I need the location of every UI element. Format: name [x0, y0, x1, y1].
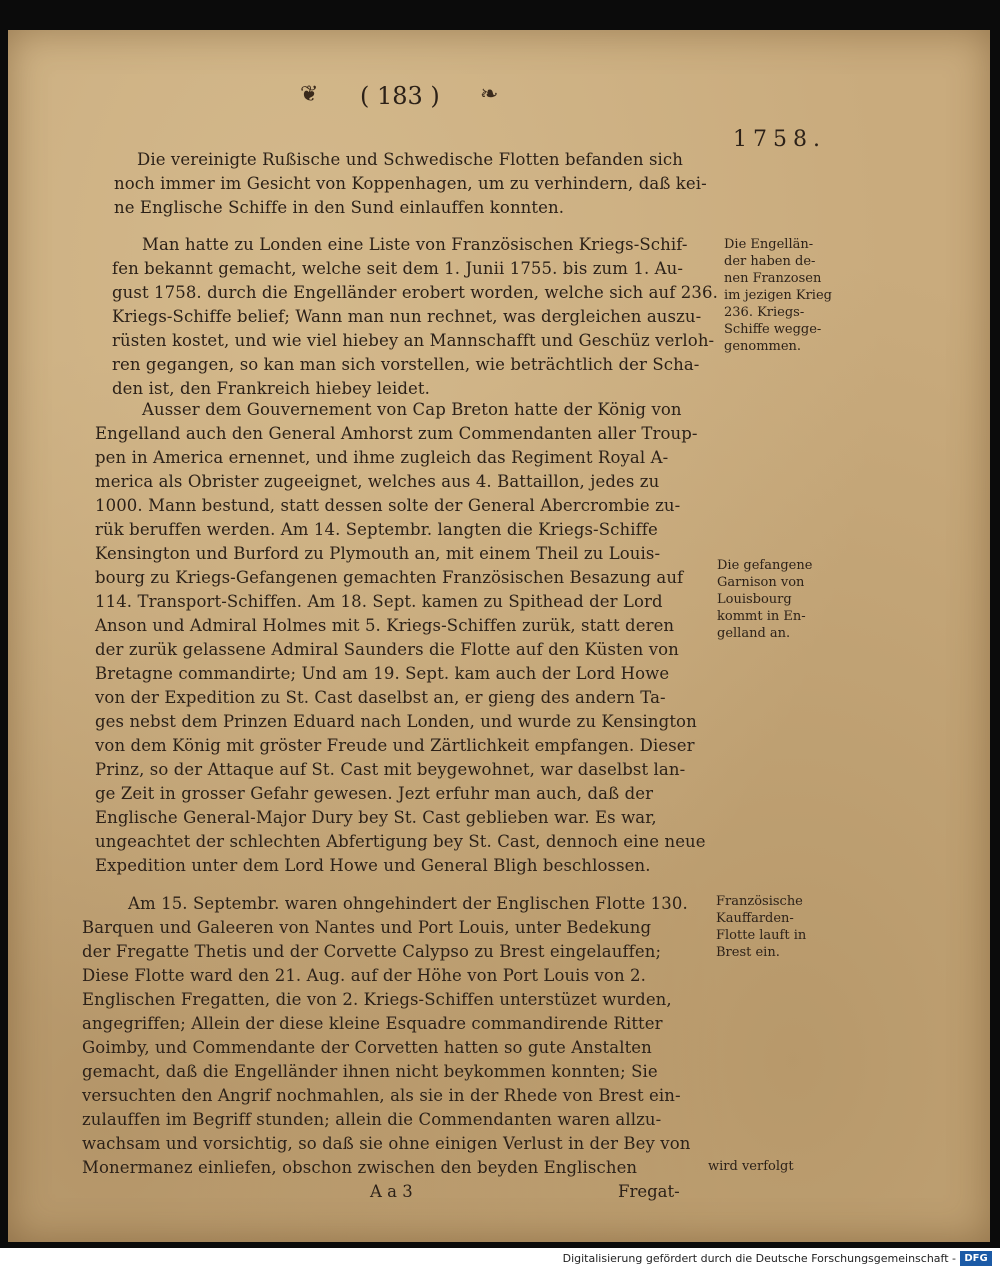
page-number: ( 183 ) — [360, 82, 440, 110]
text-line: ne Englische Schiffe in den Sund einlauffen konnten. — [114, 198, 565, 217]
signature-mark: A a 3 — [370, 1182, 413, 1201]
text-line: Ausser dem Gouvernement von Cap Breton hatte der König von — [142, 400, 682, 419]
year-margin-label: 1758. — [733, 127, 826, 152]
margin-note-line: Die gefangene — [717, 558, 813, 573]
credit-bar — [0, 1248, 1000, 1271]
text-line: gust 1758. durch die Engelländer erobert worden, welche sich auf 236. — [112, 283, 718, 302]
margin-note-line: nen Franzosen — [724, 271, 822, 286]
margin-note-line: Flotte lauft in — [716, 928, 807, 943]
text-line: Kensington und Burford zu Plymouth an, mit einem Theil zu Louis- — [95, 544, 661, 563]
left-ornament-icon: ❦ — [300, 82, 319, 107]
text-line: 1000. Mann bestund, statt dessen solte der General Abercrombie zu- — [95, 496, 681, 515]
margin-note-line: 236. Kriegs- — [724, 305, 805, 320]
text-line: ungeachtet der schlechten Abfertigung bey St. Cast, dennoch eine neue — [95, 832, 706, 851]
text-line: noch immer im Gesicht von Koppenhagen, um zu verhindern, daß kei- — [114, 174, 707, 193]
text-line: Monermanez einliefen, obschon zwischen den beyden Englischen — [82, 1158, 638, 1177]
text-line: Engelland auch den General Amhorst zum Commendanten aller Troup- — [95, 424, 698, 443]
text-line: Man hatte zu Londen eine Liste von Französischen Kriegs-Schif- — [142, 235, 688, 254]
text-line: ges nebst dem Prinzen Eduard nach Londen, und wurde zu Kensington — [95, 712, 697, 731]
text-line: fen bekannt gemacht, welche seit dem 1. Junii 1755. bis zum 1. Au- — [112, 259, 684, 278]
text-line: der Fregatte Thetis und der Corvette Calypso zu Brest eingelauffen; — [82, 942, 662, 961]
text-line: den ist, den Frankreich hiebey leidet. — [112, 379, 430, 398]
text-line: rüsten kostet, und wie viel hiebey an Mannschafft und Geschüz verloh- — [112, 331, 715, 350]
text-line: Diese Flotte ward den 21. Aug. auf der Höhe von Port Louis von 2. — [82, 966, 646, 985]
text-line: Anson und Admiral Holmes mit 5. Kriegs-Schiffen zurük, statt deren — [95, 616, 675, 635]
text-line: Die vereinigte Rußische und Schwedische Flotten befanden sich — [137, 150, 683, 169]
catchword: Fregat- — [618, 1182, 680, 1201]
dfg-logo: DFG — [960, 1251, 992, 1266]
text-line: der zurük gelassene Admiral Saunders die Flotte auf den Küsten von — [95, 640, 679, 659]
text-line: angegriffen; Allein der diese kleine Esquadre commandirende Ritter — [82, 1014, 663, 1033]
margin-note-line: der haben de- — [724, 254, 816, 269]
margin-note-line: kommt in En- — [717, 609, 806, 624]
margin-note-line: genommen. — [724, 339, 802, 354]
margin-note-line: gelland an. — [717, 626, 791, 641]
text-line: Kriegs-Schiffe belief; Wann man nun rechnet, was dergleichen auszu- — [112, 307, 702, 326]
page-header — [300, 78, 540, 118]
text-line: rük beruffen werden. Am 14. Septembr. langten die Kriegs-Schiffe — [95, 520, 658, 539]
margin-note-line: Garnison von — [717, 575, 805, 590]
text-line: Am 15. Septembr. waren ohngehindert der Englischen Flotte 130. — [128, 894, 688, 913]
margin-note-line: Schiffe wegge- — [724, 322, 822, 337]
text-line: gemacht, daß die Engelländer ihnen nicht beykommen konnten; Sie — [82, 1062, 658, 1081]
text-line: versuchten den Angrif nochmahlen, als sie in der Rhede von Brest ein- — [82, 1086, 681, 1105]
text-line: Prinz, so der Attaque auf St. Cast mit beygewohnet, war daselbst lan- — [95, 760, 686, 779]
text-line: wachsam und vorsichtig, so daß sie ohne einigen Verlust in der Bey von — [82, 1134, 691, 1153]
text-line: Englische General-Major Dury bey St. Cast geblieben war. Es war, — [95, 808, 657, 827]
margin-note-line: Französische — [716, 894, 803, 909]
margin-note-line: wird verfolgt — [708, 1159, 794, 1174]
margin-note-line: Brest ein. — [716, 945, 780, 960]
text-line: zulauffen im Begriff stunden; allein die Commendanten waren allzu- — [82, 1110, 662, 1129]
margin-note-line: Kauffarden- — [716, 911, 794, 926]
text-line: Bretagne commandirte; Und am 19. Sept. kam auch der Lord Howe — [95, 664, 670, 683]
text-line: ren gegangen, so kan man sich vorstellen, wie beträchtlich der Scha- — [112, 355, 700, 374]
text-line: Expedition unter dem Lord Howe und General Bligh beschlossen. — [95, 856, 651, 875]
text-line: bourg zu Kriegs-Gefangenen gemachten Französischen Besazung auf — [95, 568, 684, 587]
funding-credit: Digitalisierung gefördert durch die Deutsche Forschungsgemeinschaft - — [562, 1252, 956, 1265]
text-line: merica als Obrister zugeeignet, welches aus 4. Battaillon, jedes zu — [95, 472, 660, 491]
margin-note-line: im jezigen Krieg — [724, 288, 832, 303]
text-line: pen in America ernennet, und ihme zugleich das Regiment Royal A- — [95, 448, 669, 467]
margin-note-line: Louisbourg — [717, 592, 792, 607]
margin-note-line: Die Engellän- — [724, 237, 814, 252]
text-line: 114. Transport-Schiffen. Am 18. Sept. kamen zu Spithead der Lord — [95, 592, 663, 611]
text-line: von dem König mit gröster Freude und Zärtlichkeit empfangen. Dieser — [95, 736, 695, 755]
text-line: Barquen und Galeeren von Nantes und Port Louis, unter Bedekung — [82, 918, 652, 937]
text-line: Goimby, und Commendante der Corvetten hatten so gute Anstalten — [82, 1038, 652, 1057]
right-ornament-icon: ❧ — [480, 82, 499, 107]
text-line: ge Zeit in grosser Gefahr gewesen. Jezt erfuhr man auch, daß der — [95, 784, 654, 803]
text-line: von der Expedition zu St. Cast daselbst an, er gieng des andern Ta- — [95, 688, 666, 707]
text-line: Englischen Fregatten, die von 2. Kriegs-Schiffen unterstüzet wurden, — [82, 990, 672, 1009]
